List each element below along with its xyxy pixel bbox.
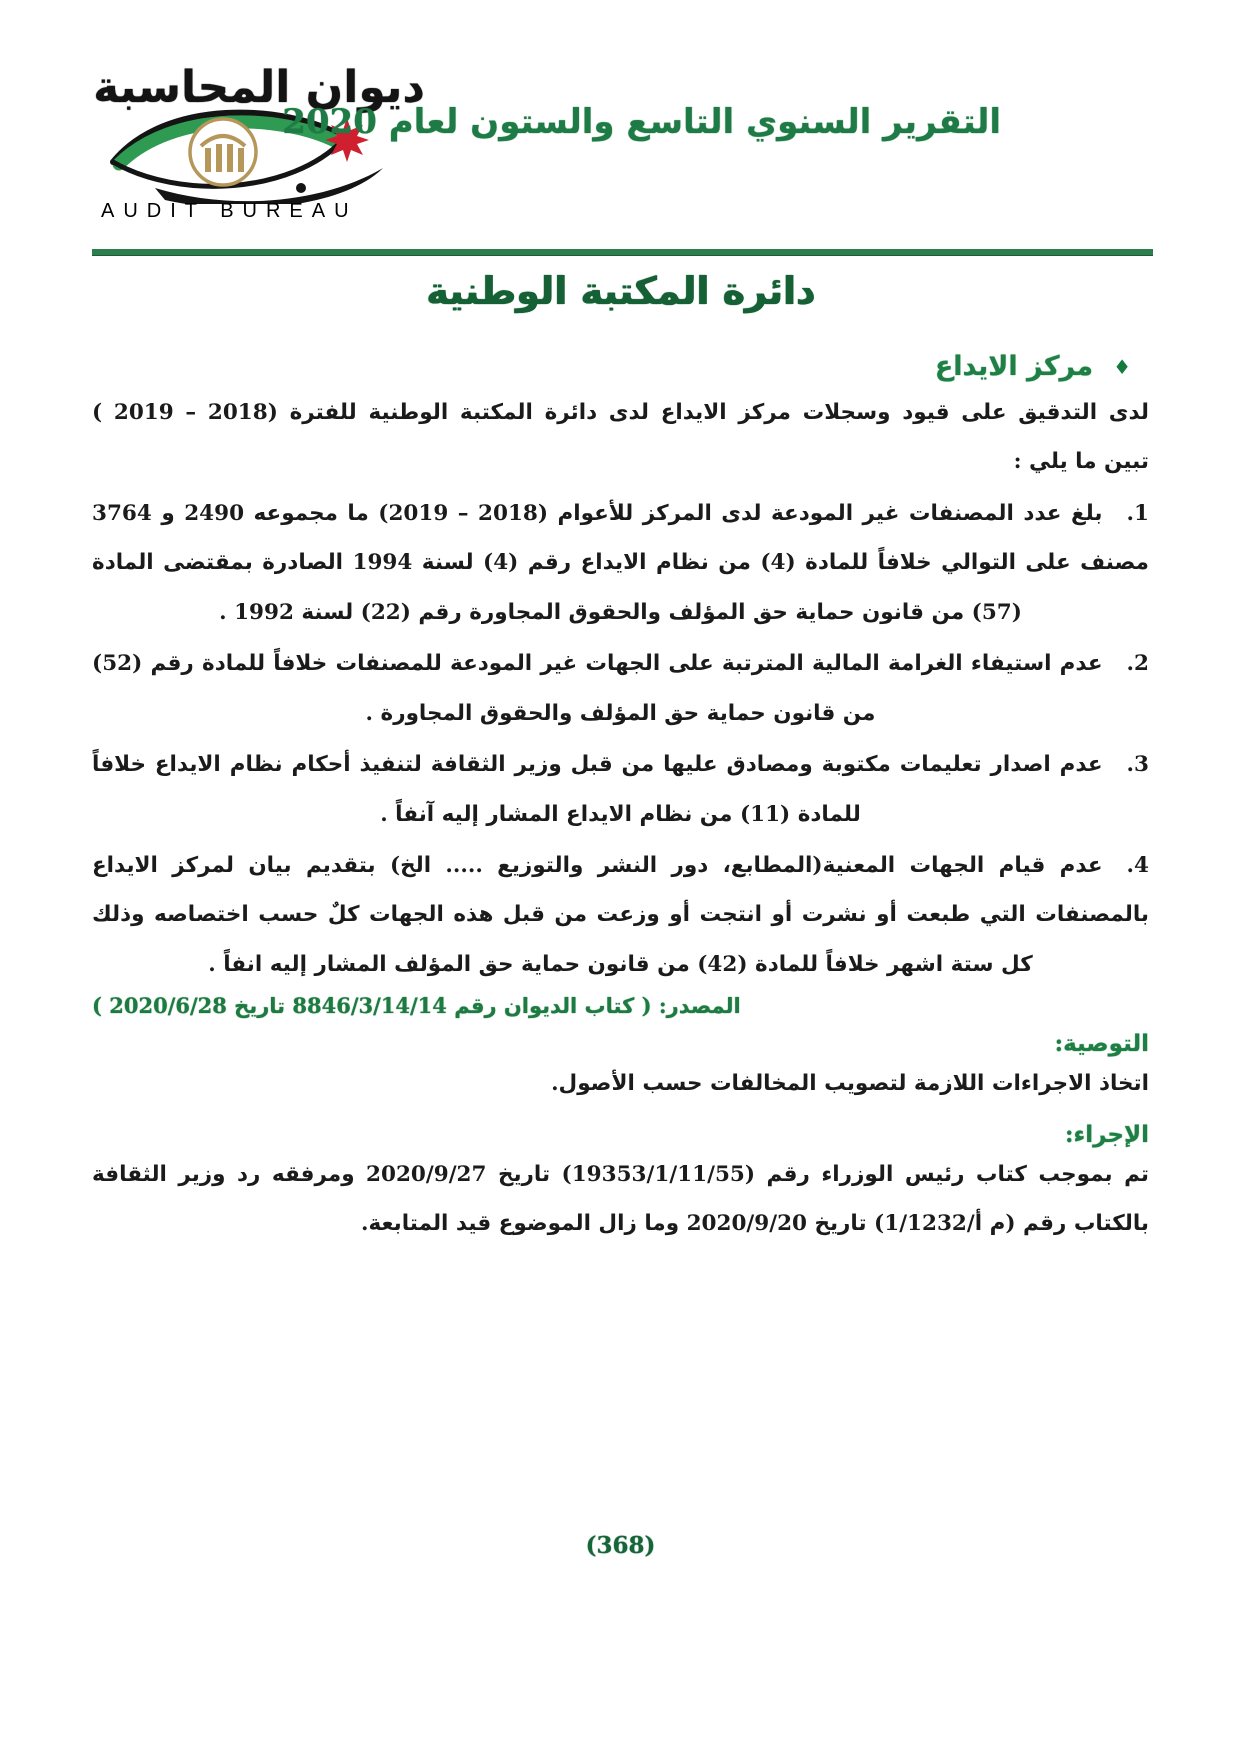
intro-paragraph: لدى التدقيق على قيود وسجلات مركز الايداع لدى دائرة المكتبة الوطنية للفترة (2018 – 2019 ): [92, 400, 1149, 425]
page-header: [0, 0, 1241, 256]
recommendation-text: اتخاذ الاجراءات اللازمة لتصويب المخالفات حسب الأصول.: [551, 1071, 1149, 1097]
logo-emblem-circle-icon: [190, 119, 256, 185]
logo-emblem-column: [216, 144, 222, 172]
finding-number: 4.: [1126, 852, 1149, 878]
page-content: [92, 260, 1149, 1249]
page-number: (368): [585, 1532, 656, 1559]
logo-emblem-column: [227, 144, 233, 172]
finding-item-4: [92, 841, 1149, 989]
finding-item-3: [92, 740, 1149, 839]
section-heading-label: مركز الايداع: [934, 351, 1094, 382]
finding-item-2: [92, 639, 1149, 738]
finding-item-1: [92, 489, 1149, 637]
finding-number: 2.: [1126, 651, 1149, 677]
diamond-bullet-icon: ♦: [1113, 354, 1131, 379]
deposit-center-section-heading: [92, 351, 1149, 382]
logo-arabic-calligraphy: ديوان المحاسبة: [93, 62, 425, 113]
finding-text: عدم استيفاء الغرامة المالية المترتبة على الجهات غير المودعة للمصنفات خلافاً للمادة رقم (52) من قانون حماية حق المؤلف والحقوق المجاورة .: [92, 651, 1103, 726]
page-title: دائرة المكتبة الوطنية: [425, 268, 816, 313]
recommendation-label: التوصية:: [1054, 1030, 1149, 1058]
finding-number: 3.: [1126, 752, 1149, 778]
audit-bureau-logo: [95, 58, 425, 233]
findings-list: [92, 489, 1149, 989]
finding-text: بلغ عدد المصنفات غير المودعة لدى المركز للأعوام (2018 – 2019) ما مجموعه 2490 و 3764 مصنف على التوالي خلافاً للمادة (4) من نظام الايداع رقم (4) لسنة 1994 الصادرة بمقتضى المادة (57) من قانون حماية حق المؤلف والحقوق المجاورة رقم (22) لسنة 1992 .: [92, 500, 1149, 625]
finding-text: عدم اصدار تعليمات مكتوبة ومصادق عليها من قبل وزير الثقافة لتنفيذ أحكام نظام الايداع خلافاً للمادة (11) من نظام الايداع المشار إليه آنفاً .: [92, 752, 1103, 827]
header-divider: [92, 249, 1153, 256]
source-line: المصدر: ( كتاب الديوان رقم 8846/3/14/14 تاريخ 2020/6/28 ): [92, 993, 741, 1019]
intro-followup: تبين ما يلي :: [1013, 449, 1149, 475]
finding-number: 1.: [1126, 500, 1149, 526]
finding-text: عدم قيام الجهات المعنية(المطابع، دور النشر والتوزيع ..... الخ) بتقديم بيان لمركز الايداع بالمصنفات التي طبعت أو نشرت أو انتجت أو وزعت من قبل هذه الجهات كلٌ حسب اختصاصه وذلك كل ستة اشهر خلافاً للمادة (42) من قانون حماية حق المؤلف المشار إليه انفاً .: [92, 852, 1149, 977]
logo-emblem-column: [205, 148, 211, 172]
action-label: الإجراء:: [1064, 1120, 1149, 1148]
logo-emblem-column: [238, 148, 244, 172]
logo-dot: [296, 183, 306, 193]
report-edition-title: التقرير السنوي التاسع والستون لعام 2020: [282, 102, 1001, 142]
action-text: تم بموجب كتاب رئيس الوزراء رقم (19353/1/11/55) تاريخ 2020/9/27 ومرفقه رد وزير الثقافة بالكتاب رقم (م أ/1/1232) تاريخ 2020/9/20 وما زال الموضوع قيد المتابعة.: [92, 1161, 1150, 1237]
logo-latin-text: AUDIT BUREAU: [101, 200, 358, 222]
